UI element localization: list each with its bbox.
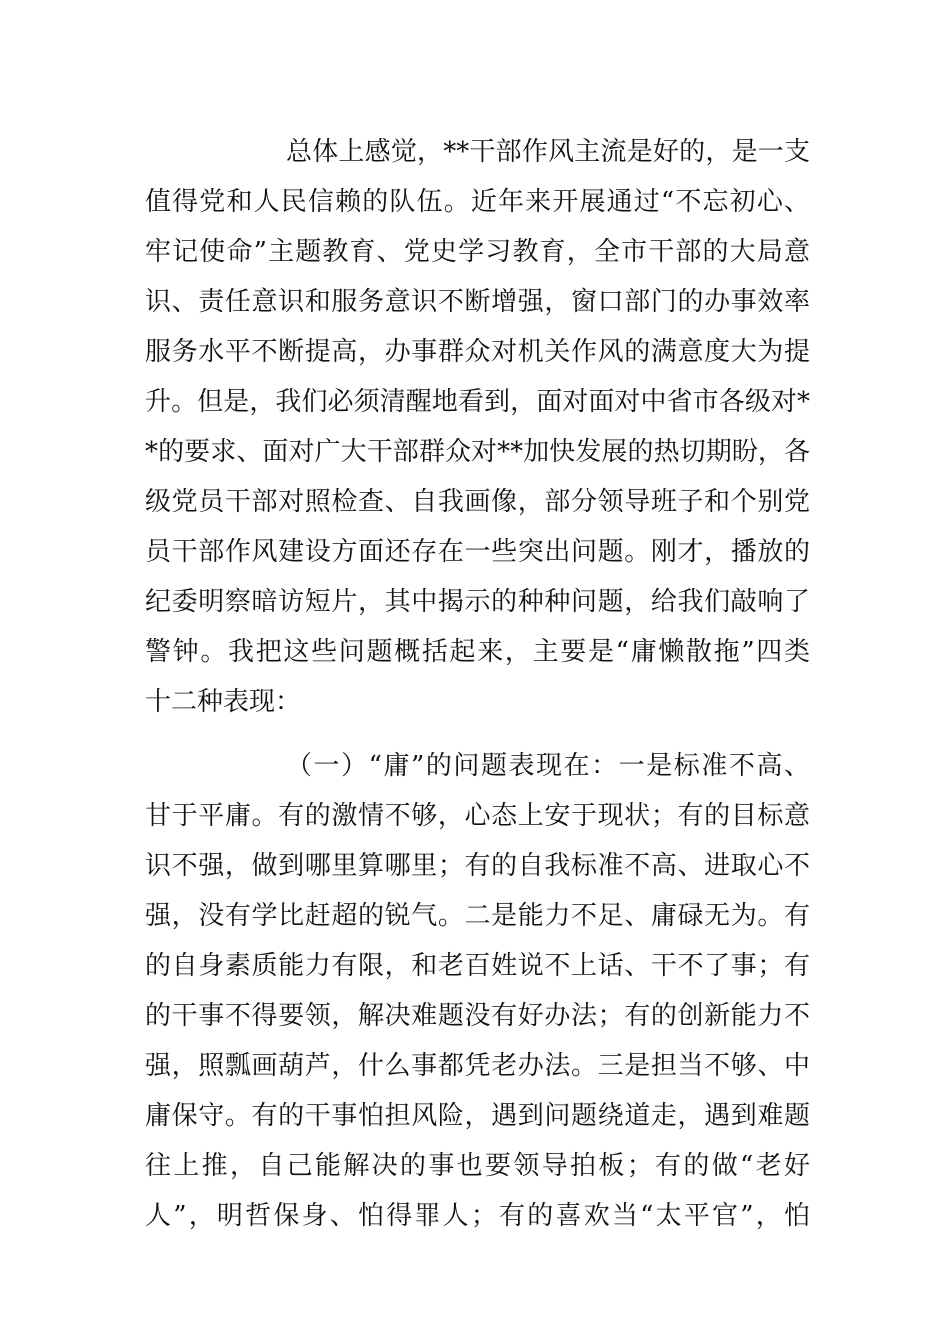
- section-heading-line: （一）“庸”的问题表现在：一是标准不高、: [286, 751, 810, 781]
- text-line: 识不强，做到哪里算哪里；有的自我标准不高、进取心不: [145, 851, 810, 881]
- text-line: *的要求、面对广大干部群众对**加快发展的热切期盼，各: [145, 437, 810, 467]
- text-line: 服务水平不断提高，办事群众对机关作风的满意度大为提: [145, 337, 810, 367]
- text-line: 人”，明哲保身、怕得罪人；有的喜欢当“太平官”，怕: [145, 1201, 810, 1231]
- text-line: 警钟。我把这些问题概括起来，主要是“庸懒散拖”四类: [145, 637, 810, 667]
- text-line: 总体上感觉，**干部作风主流是好的，是一支: [286, 137, 810, 167]
- text-line: 庸保守。有的干事怕担风险，遇到问题绕道走，遇到难题: [145, 1101, 810, 1131]
- text-line: 识、责任意识和服务意识不断增强，窗口部门的办事效率: [145, 287, 810, 317]
- text-line: 的自身素质能力有限，和老百姓说不上话、干不了事；有: [145, 951, 810, 981]
- text-line: 值得党和人民信赖的队伍。近年来开展通过“不忘初心、: [145, 187, 810, 217]
- text-line: 十二种表现：: [145, 687, 302, 717]
- text-line: 甘于平庸。有的激情不够，心态上安于现状；有的目标意: [145, 801, 810, 831]
- text-line: 强，照瓢画葫芦，什么事都凭老办法。三是担当不够、中: [145, 1051, 810, 1081]
- text-line: 强，没有学比赶超的锐气。二是能力不足、庸碌无为。有: [145, 901, 810, 931]
- text-line: 级党员干部对照检查、自我画像，部分领导班子和个别党: [145, 487, 810, 517]
- text-line: 的干事不得要领，解决难题没有好办法；有的创新能力不: [145, 1001, 810, 1031]
- text-line: 员干部作风建设方面还存在一些突出问题。刚才，播放的: [145, 537, 810, 567]
- text-line: 升。但是，我们必须清醒地看到，面对面对中省市各级对*: [145, 387, 810, 417]
- text-line: 纪委明察暗访短片，其中揭示的种种问题，给我们敲响了: [145, 587, 810, 617]
- text-line: 往上推，自己能解决的事也要领导拍板；有的做“老好: [145, 1151, 810, 1181]
- text-line: 牢记使命”主题教育、党史学习教育，全市干部的大局意: [145, 237, 810, 267]
